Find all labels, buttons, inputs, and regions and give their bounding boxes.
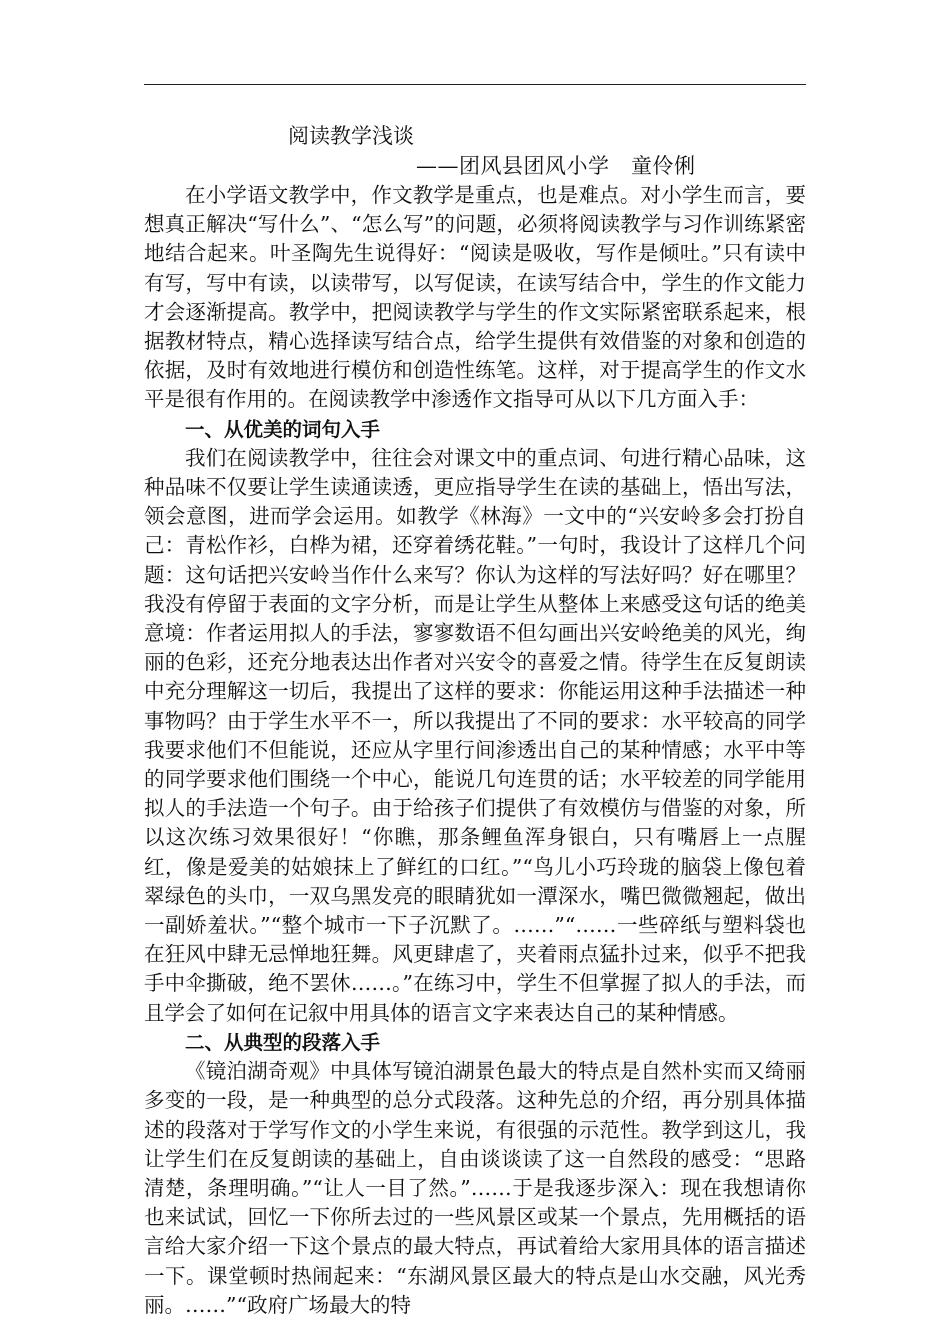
author-byline: ——团风县团风小学 童伶俐 xyxy=(416,154,696,178)
intro-paragraph: 在小学语文教学中，作文教学是重点，也是难点。对小学生而言，要想真正解决“写什么”、“怎么写”的问题，必须将阅读教学与习作训练紧密地结合起来。叶圣陶先生说得好：“阅读是吸收，写作是倾吐。”只有读中有写，写中有读，以读带写，以写促读，在读写结合中，学生的作文能力才会逐渐提高。教学中，把阅读教学与学生的作文实际紧密联系起来，根据教材特点，精心选择读写结合点，给学生提供有效借鉴的对象和创造的依据，及时有效地进行模仿和创造性练笔。这样，对于提高学生的作文水平是很有作用的。在阅读教学中渗透作文指导可从以下几方面入手： xyxy=(144,183,806,412)
section-2-heading: 二、从典型的段落入手 xyxy=(185,1030,381,1054)
document-body xyxy=(144,120,806,1320)
section-1-heading: 一、从优美的词句入手 xyxy=(185,417,381,441)
header-rule xyxy=(144,84,806,85)
section-2-paragraph: 《镜泊湖奇观》中具体写镜泊湖景色最大的特点是自然朴实而又绮丽多变的一段，是一种典型的总分式段落。这种先总的介绍，再分别具体描述的段落对于学写作文的小学生来说，有很强的示范性。教学到这儿，我让学生们在反复朗读的基础上，自由谈谈读了这一自然段的感受：“思路清楚，条理明确。”“让人一目了然。”……于是我逐步深入：现在我想请你也来试试，回忆一下你所去过的一些风景区或某一个景点，先用概括的语言给大家介绍一下这个景点的最大特点，再试着给大家用具体的语言描述一下。课堂顿时热闹起来：“东湖风景区最大的特点是山水交融，风光秀丽。……”“政府广场最大的特 xyxy=(144,1059,806,1317)
document-title: 阅读教学浅谈 xyxy=(288,124,414,148)
section-1-paragraph: 我们在阅读教学中，往往会对课文中的重点词、句进行精心品味，这种品味不仅要让学生读通读透，更应指导学生在读的基础上，悟出写法，领会意图，进而学会运用。如教学《林海》一文中的“兴安岭多会打扮自己：青松作衫，白桦为裙，还穿着绣花鞋。”一句时，我设计了这样几个问题：这句话把兴安岭当作什么来写？你认为这样的写法好吗？好在哪里？我没有停留于表面的文字分析，而是让学生从整体上来感受这句话的绝美意境：作者运用拟人的手法，寥寥数语不但勾画出兴安岭绝美的风光，绚丽的色彩，还充分地表达出作者对兴安令的喜爱之情。待学生在反复朗读中充分理解这一切后，我提出了这样的要求：你能运用这种手法描述一种事物吗？由于学生水平不一，所以我提出了不同的要求：水平较高的同学我要求他们不但能说，还应从字里行间渗透出自己的某种情感；水平中等的同学要求他们围绕一个中心，能说几句连贯的话；水平较差的同学能用拟人的手法造一个句子。由于给孩子们提供了有效模仿与借鉴的对象，所以这次练习效果很好！“你瞧，那条鲤鱼浑身银白，只有嘴唇上一点腥红，像是爱美的姑娘抹上了鲜红的口红。”“鸟儿小巧玲珑的脑袋上像包着翠绿色的头巾，一双乌黑发亮的眼睛犹如一潭深水，嘴巴微微翘起，做出一副娇羞状。”“整个城市一下子沉默了。……”“……一些碎纸与塑料袋也在狂风中肆无忌惮地狂舞。风更肆虐了，夹着雨点猛扑过来，似乎不把我手中伞撕破，绝不罢休……。”在练习中，学生不但掌握了拟人的手法，而且学会了如何在记叙中用具体的语言文字来表达自己的某种情感。 xyxy=(144,445,806,1025)
